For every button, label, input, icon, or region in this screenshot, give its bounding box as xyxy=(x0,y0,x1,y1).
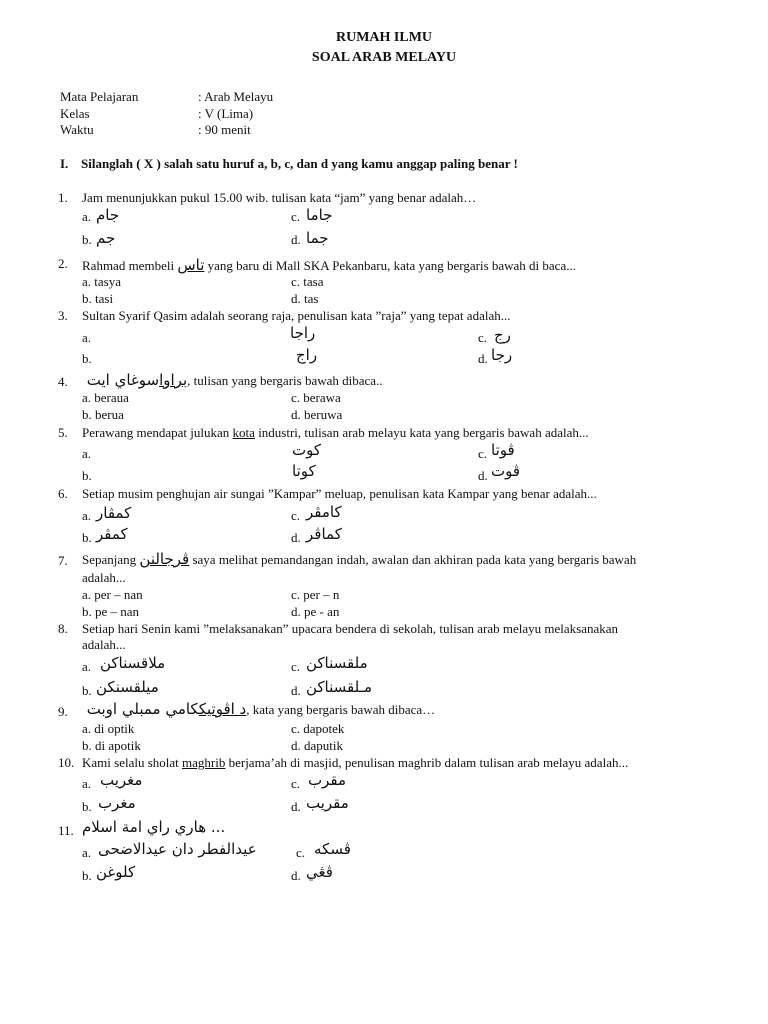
option-a-arabic: راجا xyxy=(290,324,316,342)
option-d-arabic: مقريب xyxy=(306,794,349,812)
option-b-arabic: ميلقسنكن xyxy=(96,678,159,696)
option-d-arabic: رجا xyxy=(491,346,513,364)
option-a-label: a. xyxy=(82,776,92,791)
option-c-label: c. xyxy=(291,508,301,523)
option-b: b. berua xyxy=(82,407,124,422)
option-a: a. beraua xyxy=(82,390,129,405)
option-a-arabic: كمڤار xyxy=(96,504,132,522)
option-a-label: a. xyxy=(82,508,92,523)
option-a-arabic: مغريب xyxy=(100,771,143,789)
option-a-label: a. xyxy=(82,845,92,860)
option-a: a. tasya xyxy=(82,274,121,289)
question-number: 3. xyxy=(58,308,68,323)
question-text-continued: adalah... xyxy=(82,637,126,652)
question-number: 2. xyxy=(58,256,68,271)
option-d-arabic: مـلقسناكن xyxy=(306,678,373,696)
question-text: Rahmad membeli تاس yang baru di Mall SKA Pekanbaru, kata yang bergaris bawah di baca... xyxy=(82,256,576,274)
option-d-arabic: كماڤر xyxy=(306,525,342,543)
info-value-time: : 90 menit xyxy=(198,122,251,137)
option-c-arabic: مقرب xyxy=(308,771,347,789)
option-c-label: c. xyxy=(291,659,301,674)
option-c: c. tasa xyxy=(291,274,324,289)
option-b-arabic: راج xyxy=(296,346,318,364)
option-d-arabic: جما xyxy=(306,229,329,247)
option-b-arabic: جم xyxy=(96,229,116,247)
option-b: b. tasi xyxy=(82,291,114,306)
question-text: براواسوغاي ايت , tulisan yang bergaris bawah dibaca.. xyxy=(82,371,383,389)
option-c: c. berawa xyxy=(291,390,341,405)
question-text-continued: adalah... xyxy=(82,570,126,585)
option-c-label: c. xyxy=(478,330,488,345)
option-a-arabic: جام xyxy=(96,206,120,224)
question-number: 9. xyxy=(58,704,68,719)
option-d-label: d. xyxy=(291,799,301,814)
option-a-arabic: عيدالفطر دان عيدالاضحى xyxy=(98,840,257,858)
option-c-label: c. xyxy=(291,209,301,224)
option-d: d. beruwa xyxy=(291,407,343,422)
question-text: Sepanjang ڤرجالنن saya melihat pemandangan indah, awalan dan akhiran pada kata yang bergaris bawah xyxy=(82,550,637,568)
option-d: d. pe - an xyxy=(291,604,340,619)
option-b: b. pe – nan xyxy=(82,604,140,619)
option-b-label: b. xyxy=(82,351,92,366)
info-value-class: : V (Lima) xyxy=(198,106,254,121)
option-a: a. per – nan xyxy=(82,587,143,602)
option-b-label: b. xyxy=(82,799,92,814)
question-text: Perawang mendapat julukan kota industri, tulisan arab melayu kata yang bergaris bawah adalah... xyxy=(82,425,589,440)
option-a-label: a. xyxy=(82,659,92,674)
question-text: Kami selalu sholat maghrib berjama’ah di masjid, penulisan maghrib dalam tulisan arab melayu adalah... xyxy=(82,755,629,770)
option-c-arabic: كامڤر xyxy=(306,503,342,521)
question-number: 5. xyxy=(58,425,68,440)
option-b-arabic: كلوغن xyxy=(96,863,136,881)
option-c-arabic: جاما xyxy=(306,206,333,224)
option-c-label: c. xyxy=(296,845,306,860)
question-number: 1. xyxy=(58,190,68,205)
option-a-arabic: ملاقسناكن xyxy=(100,654,166,672)
option-d-arabic: ڤوت xyxy=(491,462,521,480)
option-b-label: b. xyxy=(82,868,92,883)
page-title: RUMAH ILMU xyxy=(335,30,433,45)
question-text: د اڤوتيككامي ممبلي اوبت , kata yang bergaris bawah dibaca… xyxy=(82,700,436,718)
info-label-class: Kelas xyxy=(60,106,90,121)
option-c-arabic: ڤوتا xyxy=(491,441,515,459)
option-b-arabic: مغرب xyxy=(98,794,136,812)
option-d-label: d. xyxy=(478,468,488,483)
option-b-arabic: كمڤر xyxy=(96,525,128,543)
question-text: Setiap hari Senin kami ”melaksanakan” upacara bendera di sekolah, tulisan arab melayu melaksanakan xyxy=(82,621,619,636)
option-d-label: d. xyxy=(291,683,301,698)
option-c-label: c. xyxy=(478,446,488,461)
option-c: c. per – n xyxy=(291,587,340,602)
question-text: Setiap musim penghujan air sungai ”Kampar” meluap, penulisan kata Kampar yang benar adalah... xyxy=(82,486,597,501)
option-a-label: a. xyxy=(82,209,92,224)
option-c-arabic: ڤسكه xyxy=(314,840,351,858)
question-text-arabic: ... هاري راي امة اسلام xyxy=(82,818,226,836)
option-b-arabic: كوتا xyxy=(292,462,316,480)
option-b-label: b. xyxy=(82,530,92,545)
section-instruction: Silanglah ( X ) salah satu huruf a, b, c, dan d yang kamu anggap paling benar ! xyxy=(81,156,518,171)
page-subtitle: SOAL ARAB MELAYU xyxy=(311,50,457,65)
option-b-label: b. xyxy=(82,232,92,247)
option-c-arabic: رج xyxy=(494,326,511,344)
question-number: 11. xyxy=(58,823,74,838)
option-d-label: d. xyxy=(478,351,488,366)
option-c-label: c. xyxy=(291,776,301,791)
question-number: 7. xyxy=(58,553,68,568)
option-d-label: d. xyxy=(291,530,301,545)
option-c-arabic: ملقسناكن xyxy=(306,654,368,672)
option-b-label: b. xyxy=(82,468,92,483)
option-a: a. di optik xyxy=(82,721,135,736)
info-value-subject: : Arab Melayu xyxy=(198,89,274,104)
option-a-label: a. xyxy=(82,446,92,461)
option-c: c. dapotek xyxy=(291,721,345,736)
section-number: I. xyxy=(60,156,69,171)
question-text: Jam menunjukkan pukul 15.00 wib. tulisan kata “jam” yang benar adalah… xyxy=(82,190,477,205)
option-d-arabic: ڤڠي xyxy=(306,863,333,881)
option-a-label: a. xyxy=(82,330,92,345)
option-a-arabic: كوت xyxy=(292,441,322,459)
option-d-label: d. xyxy=(291,232,301,247)
question-text: Sultan Syarif Qasim adalah seorang raja, penulisan kata ”raja” yang tepat adalah... xyxy=(82,308,511,323)
option-b-label: b. xyxy=(82,683,92,698)
question-number: 8. xyxy=(58,621,68,636)
question-number: 10. xyxy=(58,755,75,770)
option-d: d. daputik xyxy=(291,738,343,753)
option-d: d. tas xyxy=(291,291,319,306)
option-b: b. di apotik xyxy=(82,738,141,753)
question-number: 4. xyxy=(58,374,68,389)
question-number: 6. xyxy=(58,486,68,501)
option-d-label: d. xyxy=(291,868,301,883)
info-label-subject: Mata Pelajaran xyxy=(60,89,139,104)
info-label-time: Waktu xyxy=(60,122,94,137)
